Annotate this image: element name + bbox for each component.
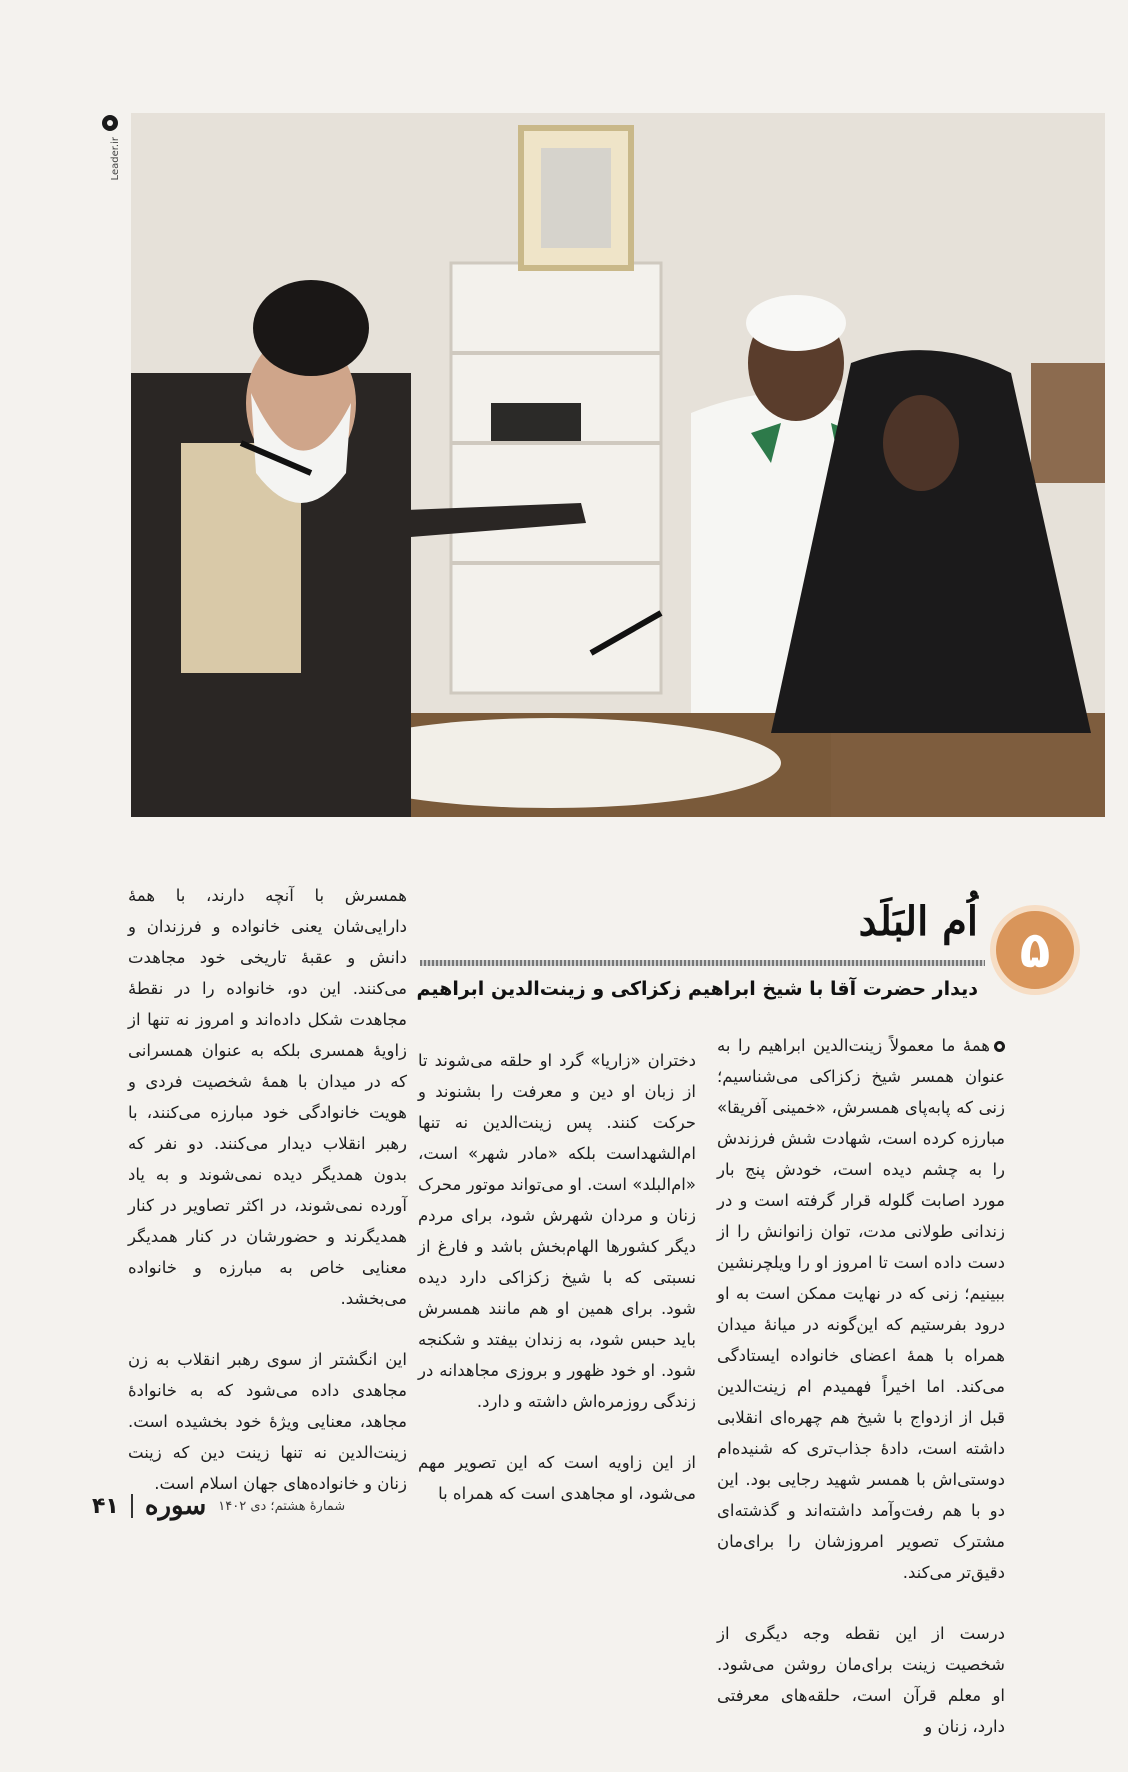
footer-divider — [131, 1494, 133, 1518]
section-title: اُم البَلَد — [858, 898, 978, 945]
section-number-badge — [990, 905, 1080, 995]
main-photo — [131, 113, 1105, 817]
photo-credit-text: Leader.ir — [110, 137, 121, 181]
camera-icon — [102, 115, 118, 131]
paragraph: همسرش با آنچه دارند، با همهٔ دارایی‌شان یعنی خانواده و فرزندان و دانش و عقبهٔ تاریخی خود مجاهدت می‌کنند. این دو، خانواده را در نقطهٔ مجاهدت شکل داده‌اند و امروز نه تنها از زاویهٔ همسری بلکه به عنوان همسرانی که در میدان با همهٔ شخصیت فردی و هویت خانوادگی خود مبارزه می‌کنند، با رهبر انقلاب دیدار می‌کنند. دو نفر که بدون همدیگر دیده نمی‌شوند و به یاد آورده نمی‌شوند، در اکثر تصاویر در کنار همدیگرند و حضورشان در کنار همدیگر معنایی خاص به مبارزه و خانواده می‌بخشد. — [128, 886, 407, 1308]
bullet-icon — [994, 1041, 1005, 1052]
section-subtitle: دیدار حضرت آقا با شیخ ابراهیم زکزاکی و زینت‌الدین ابراهیم — [416, 978, 978, 1000]
page-number: ۴۱ — [92, 1493, 119, 1519]
paragraph: درست از این نقطه وجه دیگری از شخصیت زینت برای‌مان روشن می‌شود. او معلم قرآن است، حلقه‌های معرفتی دارد، زنان و — [717, 1624, 1005, 1736]
article-column-middle — [418, 1045, 696, 1539]
section-number: ۵ — [1019, 921, 1051, 979]
article-column-left — [128, 880, 407, 1529]
paragraph: از این زاویه است که این تصویر مهم می‌شود، او مجاهدی است که همراه با — [418, 1453, 696, 1503]
paragraph-text: همهٔ ما معمولاً زینت‌الدین ابراهیم را به عنوان همسر شیخ زکزاکی می‌شناسیم؛ زنی که پابه‌پای همسرش، «خمینی آفریقا» مبارزه کرده است، شهادت شش فرزندش را به چشم دیده است، خودش پنج بار مورد اصابت گلوله قرار گرفته است و در زندانی طولانی مدت، توان زانوانش را از دست داده است تا امروز او را ویلچرنشین ببینیم؛ زنی که در نهایت ممکن است به او درود بفرستیم که این‌گونه در میانهٔ میدان همراه با همهٔ اعضای خانواده ایستادگی می‌کند. اما اخیراً فهمیدم ام زینت‌الدین قبل از ازدواج با شیخ هم چهره‌ای انقلابی داشته است، دادهٔ جذاب‌تری که شنیده‌ام دوستی‌اش با همسر شهید رجایی بود. این دو با هم رفت‌وآمد داشته‌اند و گذشته‌ای مشترک تصویر امروزشان را برای‌مان دقیق‌تر می‌کند. — [717, 1036, 1005, 1582]
issue-info: شمارهٔ هشتم؛ دی ۱۴۰۲ — [218, 1498, 346, 1514]
paragraph: این انگشتر از سوی رهبر انقلاب به زن مجاهدی داده می‌شود که به خانوادهٔ مجاهد، معنایی ویژهٔ خود بخشیده است. زینت‌الدین نه تنها زینت دین که زینت زنان و خانواده‌های جهان اسلام است. — [128, 1350, 407, 1493]
page-footer — [92, 1488, 345, 1524]
photo-credit — [100, 115, 120, 205]
magazine-logo: سوره — [144, 1491, 207, 1521]
photo-illustration — [131, 113, 1105, 817]
paragraph — [717, 1030, 1005, 1588]
article-column-right — [717, 1030, 1005, 1772]
paragraph: دختران «زاریا» گرد او حلقه می‌شوند تا از زبان او دین و معرفت را بشنوند و حرکت کنند. پس زینت‌الدین نه تنها ام‌الشهداست بلکه «مادر شهر» است، «ام‌البلد» است. او می‌تواند موتور محرک زنان و مردان شهرش شود، برای مردم دیگر کشورها الهام‌بخش باشد و فارغ از نسبتی که با شیخ زکزاکی دارد دیده شود. برای همین او هم مانند همسرش باید حبس شود، به زندان بیفتد و شکنجه شود. او خود ظهور و بروزی مجاهدانه در زندگی روزمره‌اش داشته و دارد. — [418, 1051, 696, 1411]
title-divider — [420, 960, 985, 966]
